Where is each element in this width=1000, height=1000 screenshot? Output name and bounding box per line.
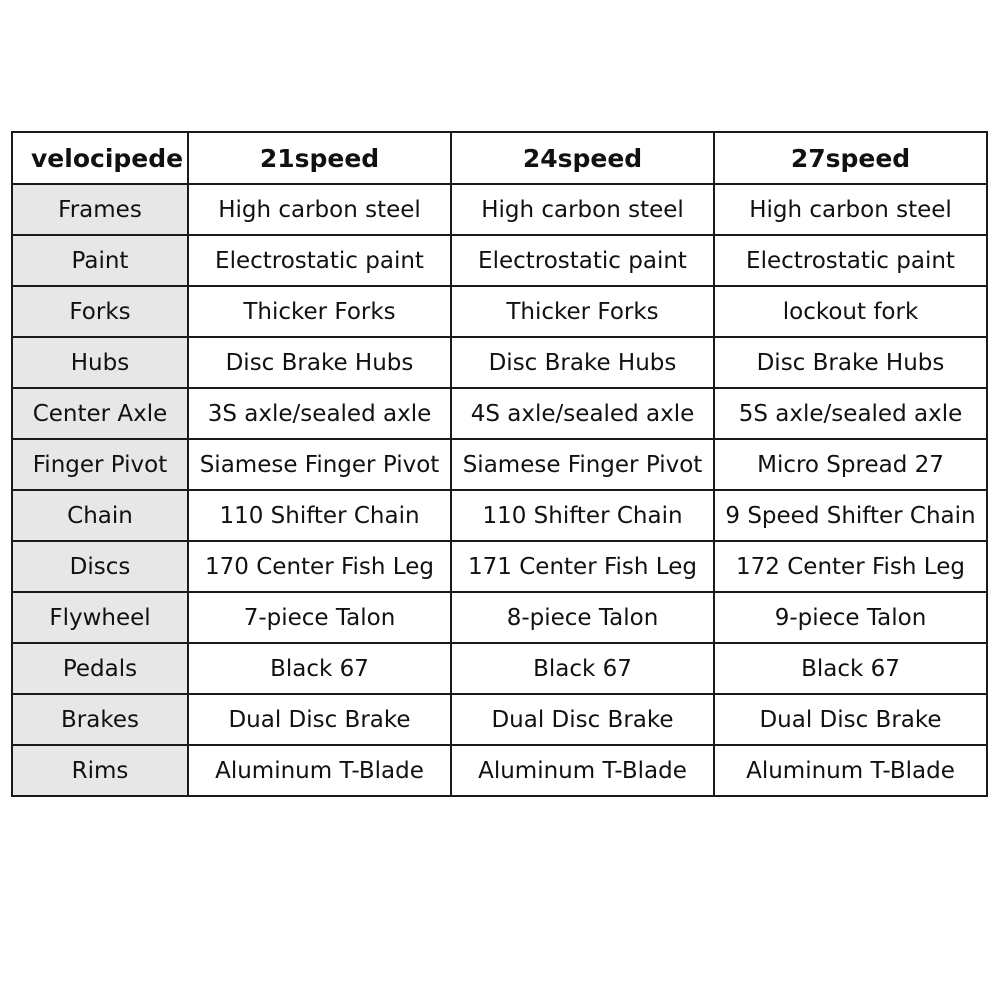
- row-label: Forks: [12, 286, 188, 337]
- table-row: [12, 643, 987, 694]
- column-header-24speed: 24speed: [451, 132, 714, 184]
- table-row: [12, 541, 987, 592]
- table-cell: Siamese Finger Pivot: [188, 439, 451, 490]
- table-row: [12, 184, 987, 235]
- table-cell: High carbon steel: [714, 184, 987, 235]
- header-row: [12, 132, 987, 184]
- table-cell: 8-piece Talon: [451, 592, 714, 643]
- table-row: [12, 286, 987, 337]
- table-cell: High carbon steel: [188, 184, 451, 235]
- table-cell: 9-piece Talon: [714, 592, 987, 643]
- table-cell: 172 Center Fish Leg: [714, 541, 987, 592]
- table-cell: lockout fork: [714, 286, 987, 337]
- row-label: Rims: [12, 745, 188, 796]
- table-cell: Micro Spread 27: [714, 439, 987, 490]
- column-header-21speed: 21speed: [188, 132, 451, 184]
- table-row: [12, 388, 987, 439]
- table-cell: Dual Disc Brake: [714, 694, 987, 745]
- table-cell: 5S axle/sealed axle: [714, 388, 987, 439]
- row-label: Frames: [12, 184, 188, 235]
- table-cell: Dual Disc Brake: [188, 694, 451, 745]
- row-label: Hubs: [12, 337, 188, 388]
- table-cell: Disc Brake Hubs: [714, 337, 987, 388]
- table-cell: 110 Shifter Chain: [451, 490, 714, 541]
- column-header-27speed: 27speed: [714, 132, 987, 184]
- row-label: Paint: [12, 235, 188, 286]
- table-cell: Thicker Forks: [188, 286, 451, 337]
- table-cell: Aluminum T-Blade: [188, 745, 451, 796]
- table-row: [12, 490, 987, 541]
- table-cell: Black 67: [451, 643, 714, 694]
- table-cell: 9 Speed Shifter Chain: [714, 490, 987, 541]
- table-row: [12, 439, 987, 490]
- table-row: [12, 745, 987, 796]
- table-cell: Thicker Forks: [451, 286, 714, 337]
- row-label: Center Axle: [12, 388, 188, 439]
- table-cell: Black 67: [188, 643, 451, 694]
- table-cell: Electrostatic paint: [451, 235, 714, 286]
- table-cell: Aluminum T-Blade: [451, 745, 714, 796]
- table-cell: Disc Brake Hubs: [451, 337, 714, 388]
- table-cell: Black 67: [714, 643, 987, 694]
- table-cell: 4S axle/sealed axle: [451, 388, 714, 439]
- table-cell: Electrostatic paint: [714, 235, 987, 286]
- spec-table: [11, 131, 988, 797]
- table-cell: 3S axle/sealed axle: [188, 388, 451, 439]
- row-label: Flywheel: [12, 592, 188, 643]
- row-label: Brakes: [12, 694, 188, 745]
- table-cell: 170 Center Fish Leg: [188, 541, 451, 592]
- row-label: Pedals: [12, 643, 188, 694]
- table-cell: 110 Shifter Chain: [188, 490, 451, 541]
- row-label: Finger Pivot: [12, 439, 188, 490]
- table-cell: 171 Center Fish Leg: [451, 541, 714, 592]
- table-cell: Siamese Finger Pivot: [451, 439, 714, 490]
- table-row: [12, 592, 987, 643]
- table-cell: Electrostatic paint: [188, 235, 451, 286]
- table-row: [12, 337, 987, 388]
- table-cell: Aluminum T-Blade: [714, 745, 987, 796]
- table-cell: High carbon steel: [451, 184, 714, 235]
- table-cell: Dual Disc Brake: [451, 694, 714, 745]
- table-cell: Disc Brake Hubs: [188, 337, 451, 388]
- table-cell: 7-piece Talon: [188, 592, 451, 643]
- row-label: Discs: [12, 541, 188, 592]
- corner-header: velocipede: [12, 132, 188, 184]
- table-row: [12, 235, 987, 286]
- row-label: Chain: [12, 490, 188, 541]
- table-row: [12, 694, 987, 745]
